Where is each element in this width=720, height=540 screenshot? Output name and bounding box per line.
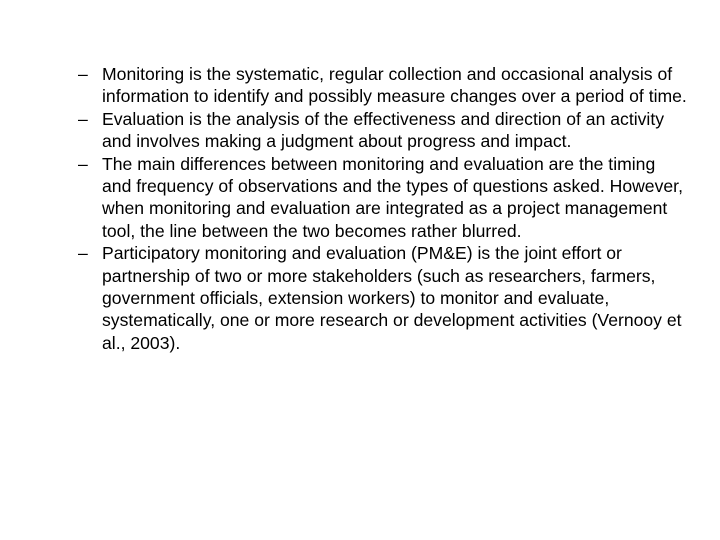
bullet-evaluation-definition	[78, 108, 688, 153]
bullet-text: Evaluation is the analysis of the effectiveness and direction of an activity and involves making a judgment about progress and impact.	[102, 108, 665, 152]
bullet-dash: –	[78, 108, 88, 129]
bullet-list	[78, 63, 688, 354]
bullet-text: The main differences between monitoring and evaluation are the timing and frequency of observations and the types of questions asked. However, when monitoring and evaluation are integrated as a project management tool, the line between the two becomes rather blurred.	[102, 153, 683, 241]
bullet-main-differences	[78, 153, 688, 243]
bullet-text: Participatory monitoring and evaluation (PM&E) is the joint effort or partnership of two or more stakeholders (such as researchers, farmers, government officials, extension workers) to monitor and evaluate, systematically, one or more research or development activities (Vernooy et al., 2003).	[102, 243, 682, 353]
bullet-dash: –	[78, 64, 88, 84]
bullet-monitoring-definition	[78, 63, 688, 108]
bullet-dash: –	[78, 153, 88, 174]
bullet-text: Monitoring is the systematic, regular collection and occasional analysis of information to identify and possibly measure changes over a period of time.	[102, 64, 687, 107]
bullet-dash: –	[78, 243, 88, 264]
bullet-participatory-me	[78, 242, 688, 354]
